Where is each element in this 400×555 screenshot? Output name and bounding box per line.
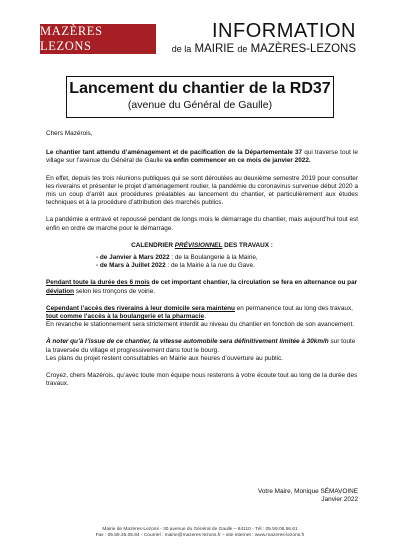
calendar-line-1: - de Janvier à Mars 2022 : de la Boulangerie à la Mairie, — [96, 254, 258, 262]
page-subtitle: de la MAIRIE de MAZÈRES-LEZONS — [171, 43, 356, 55]
letter-body — [46, 130, 358, 388]
paragraph-access: Cependant l’accès des riverains à leur domicile sera maintenu en permanence tout au long des travaux, tout comme l’accès à la boulangerie et la pharmacie. — [46, 304, 353, 321]
paragraph-traffic: Pendant toute la durée des 6 mois de cet important chantier, la circulation se fera en alternance ou par déviation selon les tronçons de voirie. — [46, 279, 358, 295]
signature-name: Votre Maire, Monique SÉMAVOINE — [257, 488, 358, 495]
footer-contact: Fax : 05.59.35.05.84 - Courriel : mairie@mazeres-lezons.fr – site internet : www.mazeres-lezons.fr — [95, 533, 305, 538]
greeting: Chers Mazérois, — [46, 130, 93, 137]
paragraph-delay: La pandémie a entravé et repoussé pendant de longs mois le démarrage du chantier, mais aujourd’hui tout est enfin en ordre de marche pour le démarrage. — [46, 216, 358, 232]
paragraph-plans: Les plans du projet restent consultables en Mairie aux heures d’ouverture au public. — [46, 354, 283, 362]
calendar-heading: CALENDRIER PRÉVISIONNEL DES TRAVAUX : — [131, 241, 273, 249]
mairie-logo: MAZÈRES LEZONS — [40, 24, 156, 54]
signature — [46, 488, 358, 504]
paragraph-closing: Croyez, chers Mazérois, qu’avec toute mon équipe nous resterons à votre écoute tout au long de la durée des travaux. — [46, 372, 358, 388]
paragraph-context: En effet, depuis les trois réunions publiques qui se sont déroulées au deuxième semestre 2019 pour consulter les riverains et présenter le projet d’aménagement routier, la pandémie du coronavirus survenue début 2020 a mis un coup d’arrêt aux procédures préalables au lancement du chantier, et particulièrement aux études techniques et à la procédure d’attribution des marchés publics. — [46, 174, 358, 207]
paragraph-parking: En revanche le stationnement sera strictement interdit au niveau du chantier en fonction de son avancement. — [46, 321, 354, 329]
page-title: INFORMATION — [211, 20, 356, 42]
notice-subtitle: (avenue du Général de Gaulle) — [127, 99, 273, 111]
notice-title: Lancement du chantier de la RD37 — [69, 80, 331, 97]
paragraph-speed: À noter qu’à l’issue de ce chantier, la vitesse automobile sera définitivement limitée à 30km/h sur toute la traversée du village et progressivement dans tout le bourg. — [46, 338, 356, 354]
paragraph-announcement: Le chantier tant attendu d’aménagement et de pacification de la Départementale 37 qui traverse tout le village sur l’avenue du Général de Gaulle va enfin commencer en ce mois de janvier 2022. — [46, 149, 358, 165]
calendar-line-2: - de Mars à Juillet 2022 : de la Mairie à la rue du Gave. — [96, 262, 255, 270]
title-box — [66, 76, 334, 118]
footer — [40, 527, 360, 539]
signature-date: Janvier 2022 — [321, 496, 358, 504]
footer-address: Mairie de Mazères-Lezons - 30 avenue du Général de Gaulle – 64110 - Tél : 05.59.06.56.61 — [102, 527, 298, 532]
